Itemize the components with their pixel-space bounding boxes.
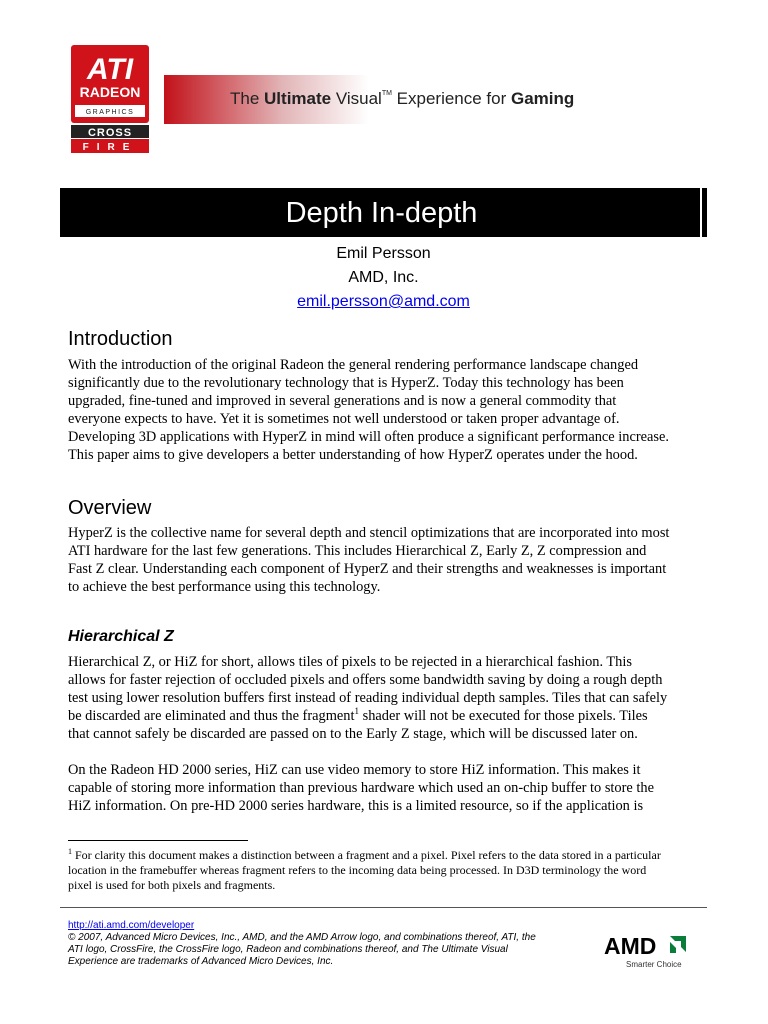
crossfire-logo: [71, 125, 149, 153]
introduction-heading: Introduction: [68, 328, 173, 350]
ati-logo-product: RADEON: [79, 84, 141, 100]
intro-line: With the introduction of the original Radeon the general rendering performance landscape changed: [68, 357, 639, 373]
overview-line: ATI hardware for the last few generations. This includes Hierarchical Z, Early Z, Z compression and: [68, 543, 647, 559]
hiz-line: be discarded are eliminated and thus the fragment$^1$ shader will not be executed for those pixels. Tiles: [68, 706, 648, 724]
hiz-line: On the Radeon HD 2000 series, HiZ can use video memory to store HiZ information. This makes it: [68, 762, 641, 778]
hierarchical-z-heading: Hierarchical Z: [68, 628, 174, 645]
intro-line: This paper aims to give developers a better understanding of how HyperZ operates under the hood.: [68, 447, 638, 463]
intro-line: upgraded, fine-tuned and improved in several generations and is now a general commodity that: [68, 393, 617, 409]
developer-link[interactable]: http://ati.amd.com/developer: [68, 920, 195, 931]
hiz-line: Hierarchical Z, or HiZ for short, allows tiles of pixels to be rejected in a hierarchical fashion. This: [68, 654, 632, 670]
overview-line: Fast Z clear. Understanding each component of HyperZ and their strengths and weaknesses is important: [68, 561, 667, 577]
author-org: AMD, Inc.: [348, 269, 419, 286]
header-banner: [164, 75, 703, 124]
ati-logo-brand: ATI: [86, 53, 134, 86]
amd-logo: [604, 932, 690, 972]
hiz-line: that cannot safely be discarded are passed on to the Early Z stage, which will be discussed later on.: [68, 726, 638, 742]
footnote-line: location in the framebuffer whereas fragment refers to the incoming data being processed. In D3D terminology the word: [68, 863, 647, 877]
footnote-separator: [68, 840, 248, 841]
author-email-link[interactable]: emil.persson@amd.com: [297, 293, 470, 310]
amd-logo-tagline: Smarter Choice: [626, 960, 682, 969]
footnote-mark: 1: [68, 847, 72, 856]
intro-line: Developing 3D applications with HyperZ in mind will often produce a significant performance increase.: [68, 429, 670, 445]
crossfire-line1: CROSS: [87, 127, 133, 139]
legal-line: © 2007, Advanced Micro Devices, Inc., AMD, and the AMD Arrow logo, and combinations thereof, ATI, the: [68, 932, 536, 943]
hiz-paragraph-2: [68, 761, 708, 815]
hiz-line: test using lower resolution buffers first instead of reading individual depth samples. Tiles that can safely: [68, 690, 668, 706]
title-bar-edge: [703, 188, 707, 237]
footer-text: [68, 920, 568, 968]
amd-logo-word: AMD: [604, 933, 657, 959]
crossfire-line2: FIRE: [82, 142, 138, 153]
overview-line: to achieve the best performance using this technology.: [68, 579, 381, 595]
ati-radeon-logo: [71, 45, 149, 123]
title-bar-gap: [700, 188, 702, 237]
footnote: $^1$ For clarity this document makes a distinction between a fragment and a pixel. Pixel refers to the data stored in a particular location in the framebuffer whereas fragment refers to the incoming data being processed. In D3D terminology the word pixel is used for both pixels and fragments.: [68, 848, 708, 893]
overview-heading: Overview: [68, 497, 152, 519]
legal-line: Experience are trademarks of Advanced Micro Devices, Inc.: [68, 956, 334, 967]
legal-line: ATI logo, CrossFire, the CrossFire logo, Radeon and combinations thereof, and The Ultimate Visual: [68, 944, 508, 955]
hiz-line: capable of storing more information than previous hardware which used an on-chip buffer to store the: [68, 780, 654, 796]
intro-line: significantly due to the revolutionary technology that is HyperZ. Today this technology has been: [68, 375, 624, 391]
footer-separator: [60, 907, 707, 908]
hiz-line: HiZ information. On pre-HD 2000 series hardware, this is a limited resource, so if the application is: [68, 798, 644, 814]
intro-line: everyone expects to have. Yet it is sometimes not well understood or taken proper advantage of.: [68, 411, 620, 427]
footnote-reference[interactable]: 1: [354, 706, 359, 717]
introduction-paragraph: [68, 356, 708, 464]
hiz-line: allows for faster rejection of occluded pixels and offers some bandwidth saving by doing a rough depth: [68, 672, 663, 688]
author-block: [60, 242, 707, 314]
overview-paragraph: [68, 524, 708, 596]
ati-logo-sub: GRAPHICS: [85, 109, 135, 116]
document-title: Depth In-depth: [60, 188, 703, 237]
author-name: Emil Persson: [336, 245, 431, 262]
overview-line: HyperZ is the collective name for several depth and stencil optimizations that are incorporated into most: [68, 525, 670, 541]
hiz-paragraph-1: [68, 653, 708, 743]
footnote-line: pixel is used for both pixels and fragments.: [68, 878, 276, 892]
amd-arrow-icon: [670, 936, 686, 953]
banner-tagline: The Ultimate Visual™ Experience for Gaming: [230, 89, 575, 108]
